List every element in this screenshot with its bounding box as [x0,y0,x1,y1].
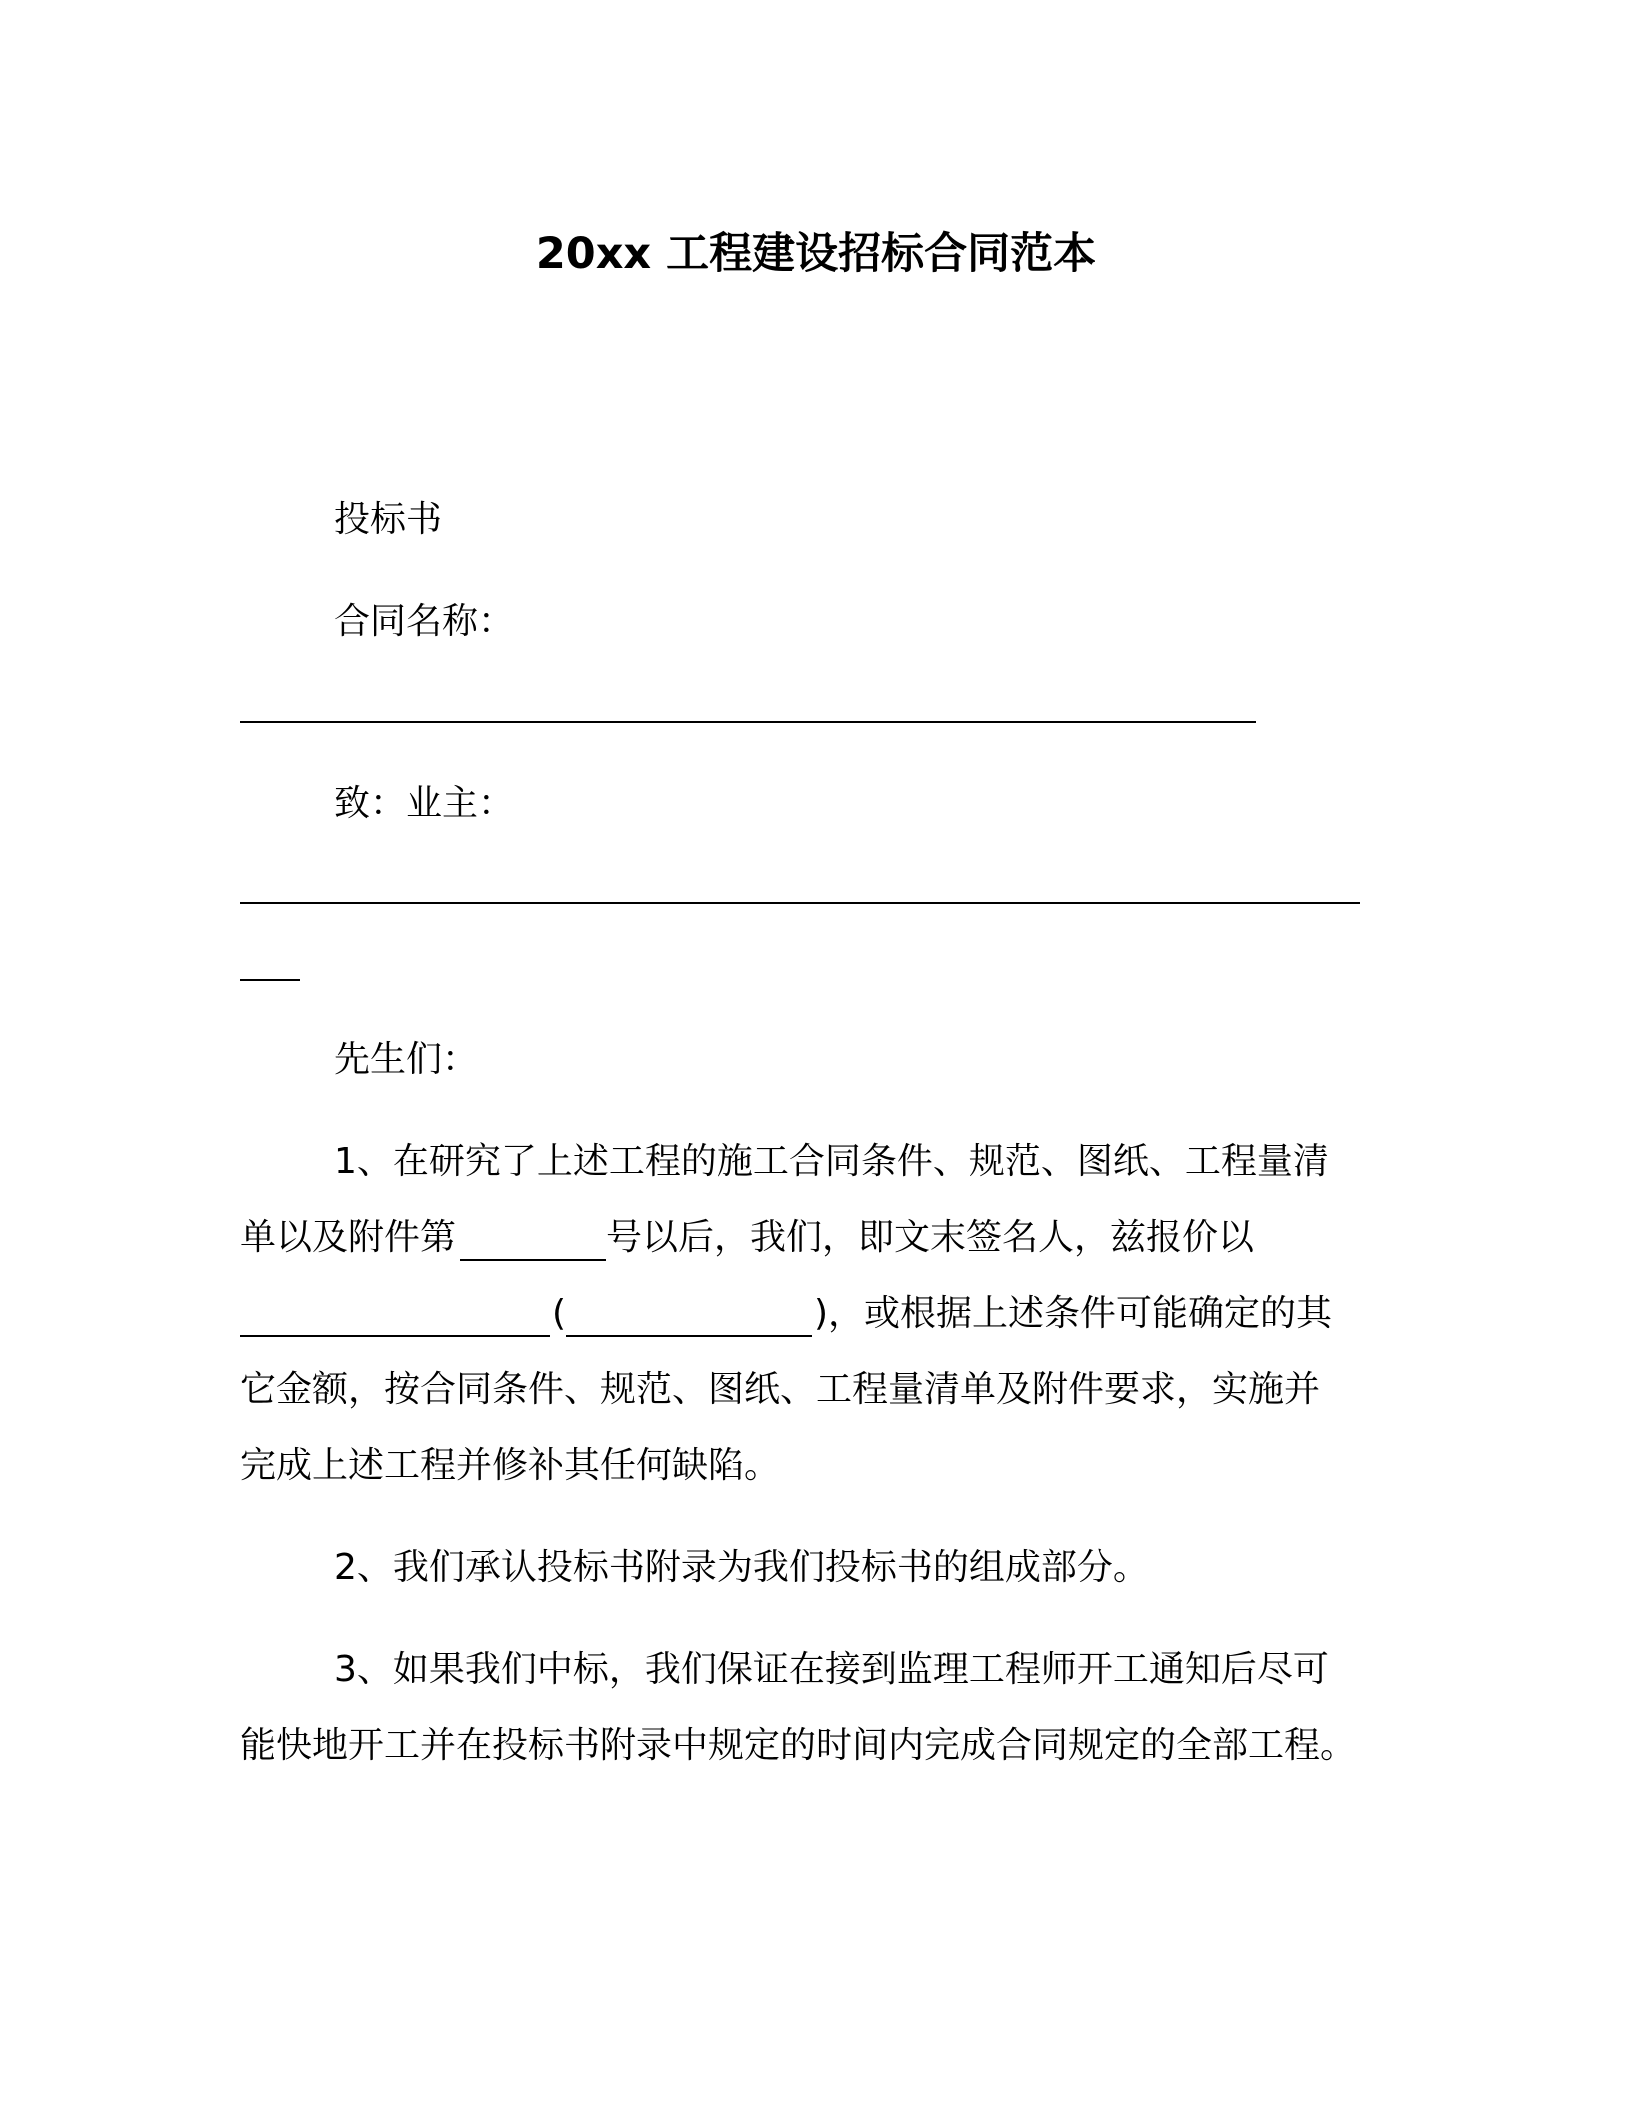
clause2: 2、我们承认投标书附录为我们投标书的组成部分。 [334,1547,1149,1588]
heading-bid-letter: 投标书 [334,499,443,540]
to-owner-label: 致：业主： [334,783,515,824]
document-title: 20xx 工程建设招标合同范本 [535,229,1097,279]
price-words-blank [566,1335,812,1337]
clause1-line4: 它金额，按合同条件、规范、图纸、工程量清单及附件要求，实施并 [240,1369,1321,1410]
clause1-line5: 完成上述工程并修补其任何缺陷。 [240,1445,781,1486]
clause3-line2: 能快地开工并在投标书附录中规定的时间内完成合同规定的全部工程。 [240,1725,1357,1766]
clause1-line1: 1、在研究了上述工程的施工合同条件、规范、图纸、工程量清 [334,1141,1329,1182]
owner-blank-line-2 [240,979,300,981]
contract-name-blank-line [240,721,1256,723]
price-amount-blank [240,1335,550,1337]
clause1-line2-part1: 单以及附件第 [240,1217,457,1258]
contract-name-label: 合同名称： [334,601,515,642]
clause3-line1: 3、如果我们中标，我们保证在接到监理工程师开工通知后尽可 [334,1649,1329,1690]
clause1-line2-part2: 号以后，我们，即文末签名人，兹报价以 [606,1217,1255,1258]
salutation: 先生们： [334,1039,479,1080]
owner-blank-line-1 [240,902,1360,904]
clause1-line3-text: )，或根据上述条件可能确定的其 [814,1293,1333,1334]
clause1-open-paren: ( [552,1293,567,1334]
attachment-number-blank [460,1259,606,1261]
